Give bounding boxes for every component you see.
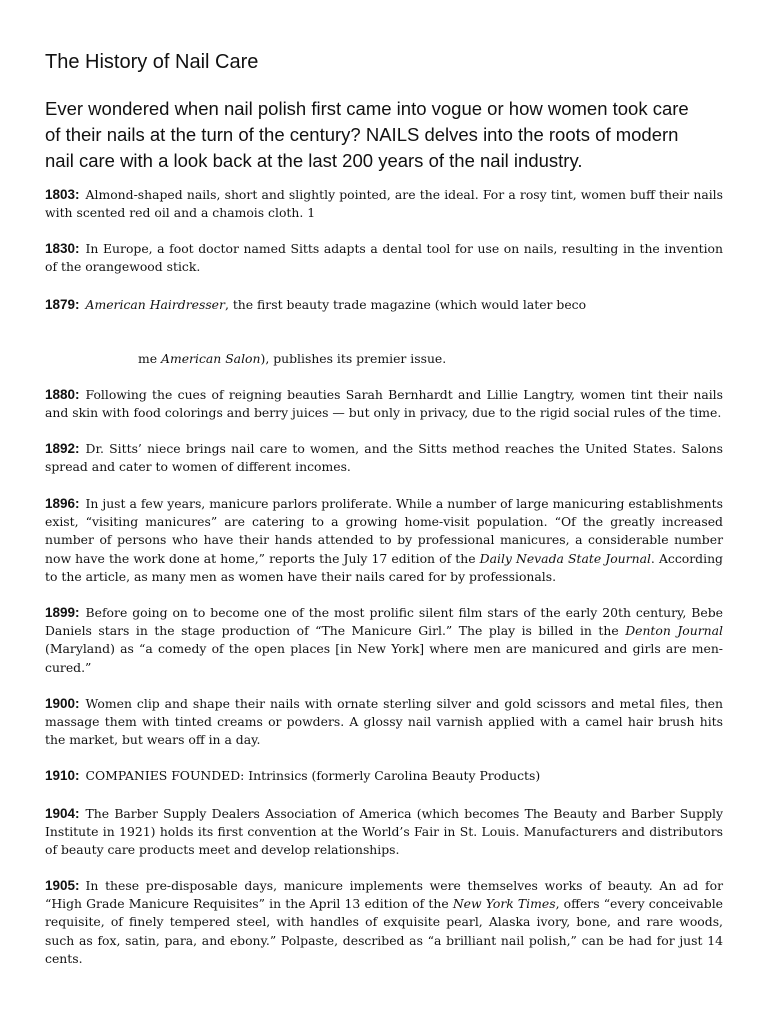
intro-line: of their nails at the turn of the century? NAILS delves into the roots of modern — [45, 124, 679, 145]
entry-year: 1900: — [45, 696, 80, 711]
timeline-entry-1896 — [45, 495, 723, 586]
entry-year: 1896: — [45, 496, 80, 511]
entry-text: (Maryland) as “a comedy of the open places [in New York] where men are manicured and girls are men-cured.” — [45, 641, 723, 675]
entry-year: 1899: — [45, 605, 80, 620]
publication-title: American Hairdresser — [85, 297, 225, 312]
entry-text: In just a few years, manicure parlors proliferate. While a number of large manicuring establishments exist, “visiting manicures” are catering to a growing home-visit population. “Of the greatly increased number of persons who have their hands attended to by professional manicures, a considerable number now have the work done at home,” reports the July 17 edition of the — [45, 496, 723, 566]
timeline-entry-1900 — [45, 695, 723, 750]
entry-year: 1880: — [45, 387, 80, 402]
entry-year: 1892: — [45, 441, 80, 456]
entry-text: . According to the article, as many men as women have their nails cared for by professionals. — [45, 550, 723, 584]
entry-year: 1830: — [45, 241, 80, 256]
timeline-entry-1904 — [45, 805, 723, 860]
entry-text: Following the cues of reigning beauties Sarah Bernhardt and Lillie Langtry, women tint their nails and skin with food colorings and berry juices — but only in privacy, due to the rigid social rules of the time. — [45, 387, 723, 421]
timeline-entry-1880 — [45, 386, 723, 422]
entry-year: 1904: — [45, 806, 80, 821]
continuation-line — [138, 350, 446, 368]
entry-text: COMPANIES FOUNDED: Intrinsics (formerly Carolina Beauty Products) — [85, 768, 541, 783]
entry-year: 1803: — [45, 187, 80, 202]
entry-text: Almond-shaped nails, short and slightly pointed, are the ideal. For a rosy tint, women buff their nails with scented red oil and a chamois cloth. 1 — [45, 187, 723, 221]
entry-year: 1910: — [45, 768, 80, 783]
intro-paragraph — [45, 96, 725, 174]
entry-year: 1905: — [45, 878, 80, 893]
entry-text: Women clip and shape their nails with ornate sterling silver and gold scissors and metal files, then massage them with tinted creams or powders. A glossy nail varnish applied with a camel hair brush hits the market, but wears off in a day. — [45, 696, 723, 748]
entry-text: Before going on to become one of the most prolific silent film stars of the early 20th century, Bebe Daniels stars in the stage production of “The Manicure Girl.” The play is billed in the — [45, 605, 723, 639]
timeline-entry-1905 — [45, 877, 723, 968]
continuation-text: ), publishes its premier issue. — [260, 351, 447, 366]
timeline-entry-1879 — [45, 296, 723, 314]
timeline-entry-1803 — [45, 186, 723, 222]
publication-title: American Salon — [161, 351, 261, 366]
entry-text: In these pre-disposable days, manicure implements were themselves works of beauty. An ad for “High Grade Manicure Requisites” in the April 13 edition of the — [45, 878, 723, 912]
entry-text: Dr. Sitts’ niece brings nail care to women, and the Sitts method reaches the United States. Salons spread and cater to women of different incomes. — [45, 441, 723, 475]
entry-year: 1879: — [45, 297, 80, 312]
intro-line: Ever wondered when nail polish first came into vogue or how women took care — [45, 98, 689, 119]
entry-text: The Barber Supply Dealers Association of America (which becomes The Beauty and Barber Supply Institute in 1921) holds its first convention at the World’s Fair in St. Louis. Manufacturers and distributors of beauty care products meet and develop relationships. — [45, 806, 723, 858]
timeline-entry-1899 — [45, 604, 723, 677]
intro-line: nail care with a look back at the last 200 years of the nail industry. — [45, 150, 583, 171]
continuation-text: me — [138, 351, 162, 366]
page-title: The History of Nail Care — [45, 51, 259, 73]
entry-text: , offers “every conceivable requisite, of finely tempered steel, with handles of exquisite pearl, Alaska ivory, bone, and rare woods, such as fox, satin, para, and ebony.” Polpaste, described as “a brilliant nail polish,” can be had for just 14 cents. — [45, 896, 724, 966]
timeline-entry-1892 — [45, 440, 723, 476]
publication-title: Daily Nevada State Journal — [479, 550, 651, 566]
publication-title: Denton Journal — [625, 623, 724, 639]
timeline-entry-1830 — [45, 240, 723, 276]
entry-text: In Europe, a foot doctor named Sitts adapts a dental tool for use on nails, resulting in the invention of the orangewood stick. — [45, 241, 723, 275]
timeline-entry-1910 — [45, 767, 723, 785]
entry-text: , the first beauty trade magazine (which would later beco — [224, 297, 587, 312]
publication-title: New York Times — [452, 896, 556, 912]
